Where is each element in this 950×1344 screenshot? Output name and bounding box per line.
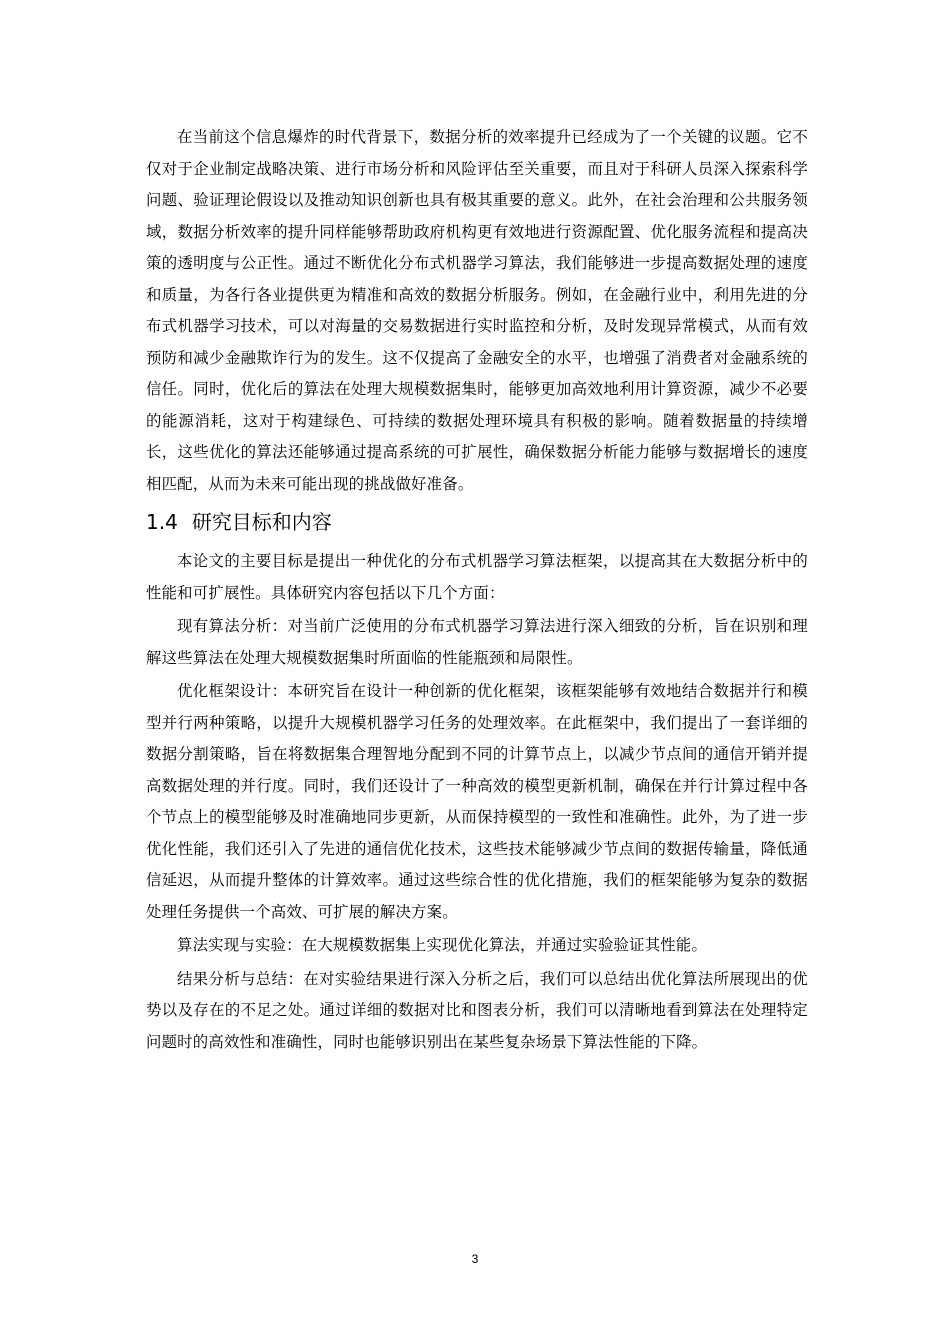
intro-paragraph: 在当前这个信息爆炸的时代背景下，数据分析的效率提升已经成为了一个关键的议题。它不仅对于企业制定战略决策、进行市场分析和风险评估至关重要，而且对于科研人员深入探索科学问题、验证理论假设以及推动知识创新也具有极其重要的意义。此外，在社会治理和公共服务领域，数据分析效率的提升同样能够帮助政府机构更有效地进行资源配置、优化服务流程和提高决策的透明度与公正性。通过不断优化分布式机器学习算法，我们能够进一步提高数据处理的速度和质量，为各行各业提供更为精准和高效的数据分析服务。例如，在金融行业中，利用先进的分布式机器学习技术，可以对海量的交易数据进行实时监控和分析，及时发现异常模式，从而有效预防和减少金融欺诈行为的发生。这不仅提高了金融安全的水平，也增强了消费者对金融系统的信任。同时，优化后的算法在处理大规模数据集时，能够更加高效地利用计算资源，减少不必要的能源消耗，这对于构建绿色、可持续的数据处理环境具有积极的影响。随着数据量的持续增长，这些优化的算法还能够通过提高系统的可扩展性，确保数据分析能力能够与数据增长的速度相匹配，从而为未来可能出现的挑战做好准备。 (146, 128, 808, 493)
page-body (146, 122, 808, 1058)
section-paragraph-implementation: 算法实现与实验：在大规模数据集上实现优化算法，并通过实验验证其性能。 (177, 936, 708, 954)
section-number: 1.4 (146, 510, 178, 534)
section-paragraph-objective: 本论文的主要目标是提出一种优化的分布式机器学习算法框架，以提高其在大数据分析中的性能和可扩展性。具体研究内容包括以下几个方面： (146, 552, 808, 602)
section-heading (146, 504, 808, 540)
section-title: 研究目标和内容 (191, 510, 332, 534)
section-paragraph-framework-design: 优化框架设计：本研究旨在设计一种创新的优化框架，该框架能够有效地结合数据并行和模型并行两种策略，以提升大规模机器学习任务的处理效率。在此框架中，我们提出了一套详细的数据分割策略，旨在将数据集合理智地分配到不同的计算节点上，以减少节点间的通信开销并提高数据处理的并行度。同时，我们还设计了一种高效的模型更新机制，确保在并行计算过程中各个节点上的模型能够及时准确地同步更新，从而保持模型的一致性和准确性。此外，为了进一步优化性能，我们还引入了先进的通信优化技术，这些技术能够减少节点间的数据传输量，降低通信延迟，从而提升整体的计算效率。通过这些综合性的优化措施，我们的框架能够为复杂的数据处理任务提供一个高效、可扩展的解决方案。 (146, 682, 808, 921)
section-paragraph-results: 结果分析与总结：在对实验结果进行深入分析之后，我们可以总结出优化算法所展现出的优势以及存在的不足之处。通过详细的数据对比和图表分析，我们可以清晰地看到算法在处理特定问题时的高效性和准确性，同时也能够识别出在某些复杂场景下算法性能的下降。 (146, 969, 808, 1051)
page-number: 3 (471, 1252, 479, 1266)
section-paragraph-existing-analysis: 现有算法分析：对当前广泛使用的分布式机器学习算法进行深入细致的分析，旨在识别和理解这些算法在处理大规模数据集时所面临的性能瓶颈和局限性。 (146, 617, 808, 667)
